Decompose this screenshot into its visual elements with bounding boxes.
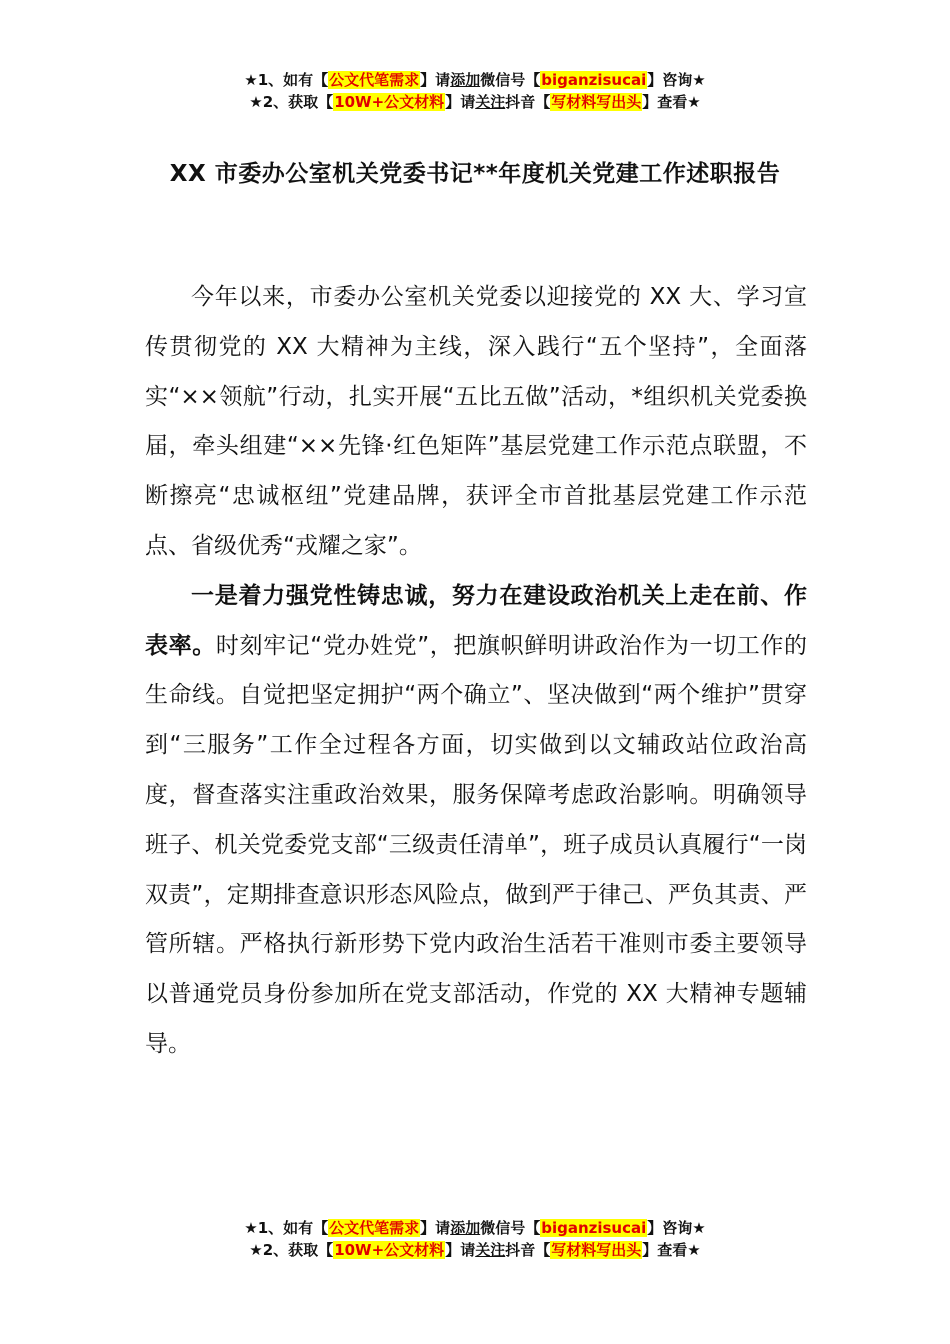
promo-text: 】咨询★ [647,71,706,89]
promo-highlight: 公文代笔需求 [329,1219,420,1237]
promo-text: 】查看★ [642,93,701,111]
promo-text: ★2、获取【 [249,1241,334,1259]
promo-text: 微信号【 [480,71,541,89]
paragraph-intro: 今年以来，市委办公室机关党委以迎接党的 XX 大、学习宣传贯彻党的 XX 大精神为主线，深入践行“五个坚持”，全面落实“××领航”行动，扎实开展“五比五做”活动，*组织机关党委换届，牵头组建“××先锋·红色矩阵”基层党建工作示范点联盟，不断擦亮“忠诚枢纽”党建品牌，获评全市首批基层党建工作示范点、省级优秀“戎耀之家”。 [145,284,807,559]
paragraph-section-1 [145,572,807,1070]
promo-underline: 添加 [450,1219,481,1237]
promo-text: 抖音【 [505,1241,551,1259]
promo-text: 】咨询★ [647,1219,706,1237]
promo-banner-top [0,69,950,113]
document-body [145,273,807,1070]
promo-text: 】请 [420,1219,451,1237]
promo-line-1 [0,1217,950,1239]
promo-text: 】请 [445,93,476,111]
promo-line-2 [0,1239,950,1261]
promo-underline: 添加 [450,71,481,89]
promo-underline: 关注 [475,1241,506,1259]
promo-text: ★1、如有【 [244,1219,329,1237]
promo-highlight: biganzisucai [541,71,647,89]
promo-highlight: 10W+公文材料 [334,93,445,111]
promo-text: 】查看★ [642,1241,701,1259]
promo-underline: 关注 [475,93,506,111]
promo-highlight: 写材料写出头 [551,93,642,111]
promo-text: 】请 [420,71,451,89]
promo-text: ★1、如有【 [244,71,329,89]
promo-line-1 [0,69,950,91]
document-title: XX 市委办公室机关党委书记**年度机关党建工作述职报告 [169,161,781,187]
promo-banner-bottom [0,1217,950,1261]
promo-text: 】请 [445,1241,476,1259]
promo-line-2 [0,91,950,113]
promo-text: ★2、获取【 [249,93,334,111]
promo-text: 抖音【 [505,93,551,111]
promo-highlight: 公文代笔需求 [329,71,420,89]
promo-text: 微信号【 [480,1219,541,1237]
section-text: 时刻牢记“党办姓党”，把旗帜鲜明讲政治作为一切工作的生命线。自觉把坚定拥护“两个确立”、坚决做到“两个维护”贯穿到“三服务”工作全过程各方面，切实做到以文辅政站位政治高度，督查落实注重政治效果，服务保障考虑政治影响。明确领导班子、机关党委党支部“三级责任清单”，班子成员认真履行“一岗双责”，定期排查意识形态风险点，做到严于律己、严负其责、严管所辖。严格执行新形势下党内政治生活若干准则市委主要领导以普通党员身份参加所在党支部活动，作党的 XX 大精神专题辅导。 [145,632,807,1057]
promo-highlight: 10W+公文材料 [334,1241,445,1259]
section-heading: 一是着力强党性铸忠诚，努力在建设政治机关上走在前、作表率。 [145,582,807,659]
promo-highlight: 写材料写出头 [551,1241,642,1259]
promo-highlight: biganzisucai [541,1219,647,1237]
